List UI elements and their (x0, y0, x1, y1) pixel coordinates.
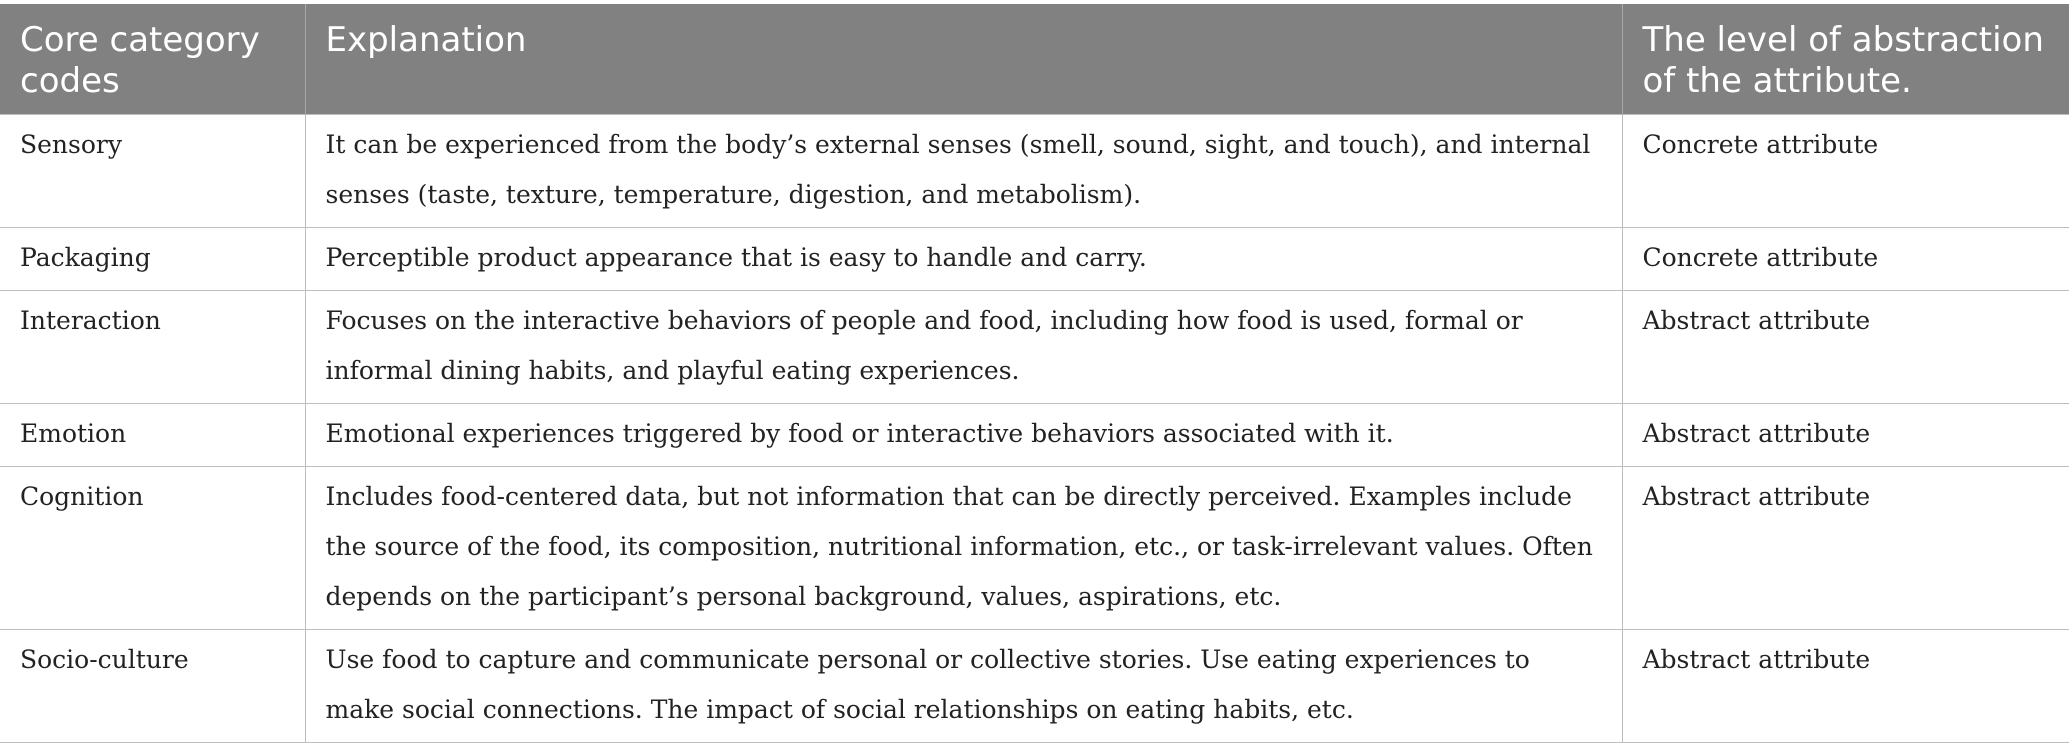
cell-code: Sensory (0, 115, 305, 228)
cell-explanation: It can be experienced from the body’s external senses (smell, sound, sight, and touch), and internal senses (taste, texture, temperature, digestion, and metabolism). (305, 115, 1622, 228)
table-row (0, 291, 2069, 404)
cell-explanation: Use food to capture and communicate personal or collective stories. Use eating experiences to make social connections. The impact of social relationships on eating habits, etc. (305, 630, 1622, 743)
header-level-of-abstraction: The level of abstraction of the attribute. (1622, 4, 2069, 115)
cell-level: Concrete attribute (1622, 115, 2069, 228)
header-explanation: Explanation (305, 4, 1622, 115)
cell-level: Abstract attribute (1622, 630, 2069, 743)
table-row (0, 467, 2069, 630)
cell-explanation: Includes food-centered data, but not information that can be directly perceived. Examples include the source of the food, its composition, nutritional information, etc., or task-irrelevant values. Often depends on the participant’s personal background, values, aspirations, etc. (305, 467, 1622, 630)
table-header (0, 4, 2069, 115)
cell-level: Abstract attribute (1622, 291, 2069, 404)
category-table-container (0, 4, 2069, 743)
table-row (0, 404, 2069, 467)
cell-level: Abstract attribute (1622, 467, 2069, 630)
header-row (0, 4, 2069, 115)
table-row (0, 115, 2069, 228)
cell-code: Packaging (0, 228, 305, 291)
cell-code: Socio-culture (0, 630, 305, 743)
core-category-table (0, 4, 2069, 743)
header-core-category-codes: Core category codes (0, 4, 305, 115)
cell-explanation: Emotional experiences triggered by food or interactive behaviors associated with it. (305, 404, 1622, 467)
table-body (0, 115, 2069, 743)
cell-level: Abstract attribute (1622, 404, 2069, 467)
cell-explanation: Perceptible product appearance that is easy to handle and carry. (305, 228, 1622, 291)
cell-level: Concrete attribute (1622, 228, 2069, 291)
cell-explanation: Focuses on the interactive behaviors of people and food, including how food is used, formal or informal dining habits, and playful eating experiences. (305, 291, 1622, 404)
cell-code: Emotion (0, 404, 305, 467)
table-row (0, 630, 2069, 743)
cell-code: Interaction (0, 291, 305, 404)
cell-code: Cognition (0, 467, 305, 630)
table-row (0, 228, 2069, 291)
